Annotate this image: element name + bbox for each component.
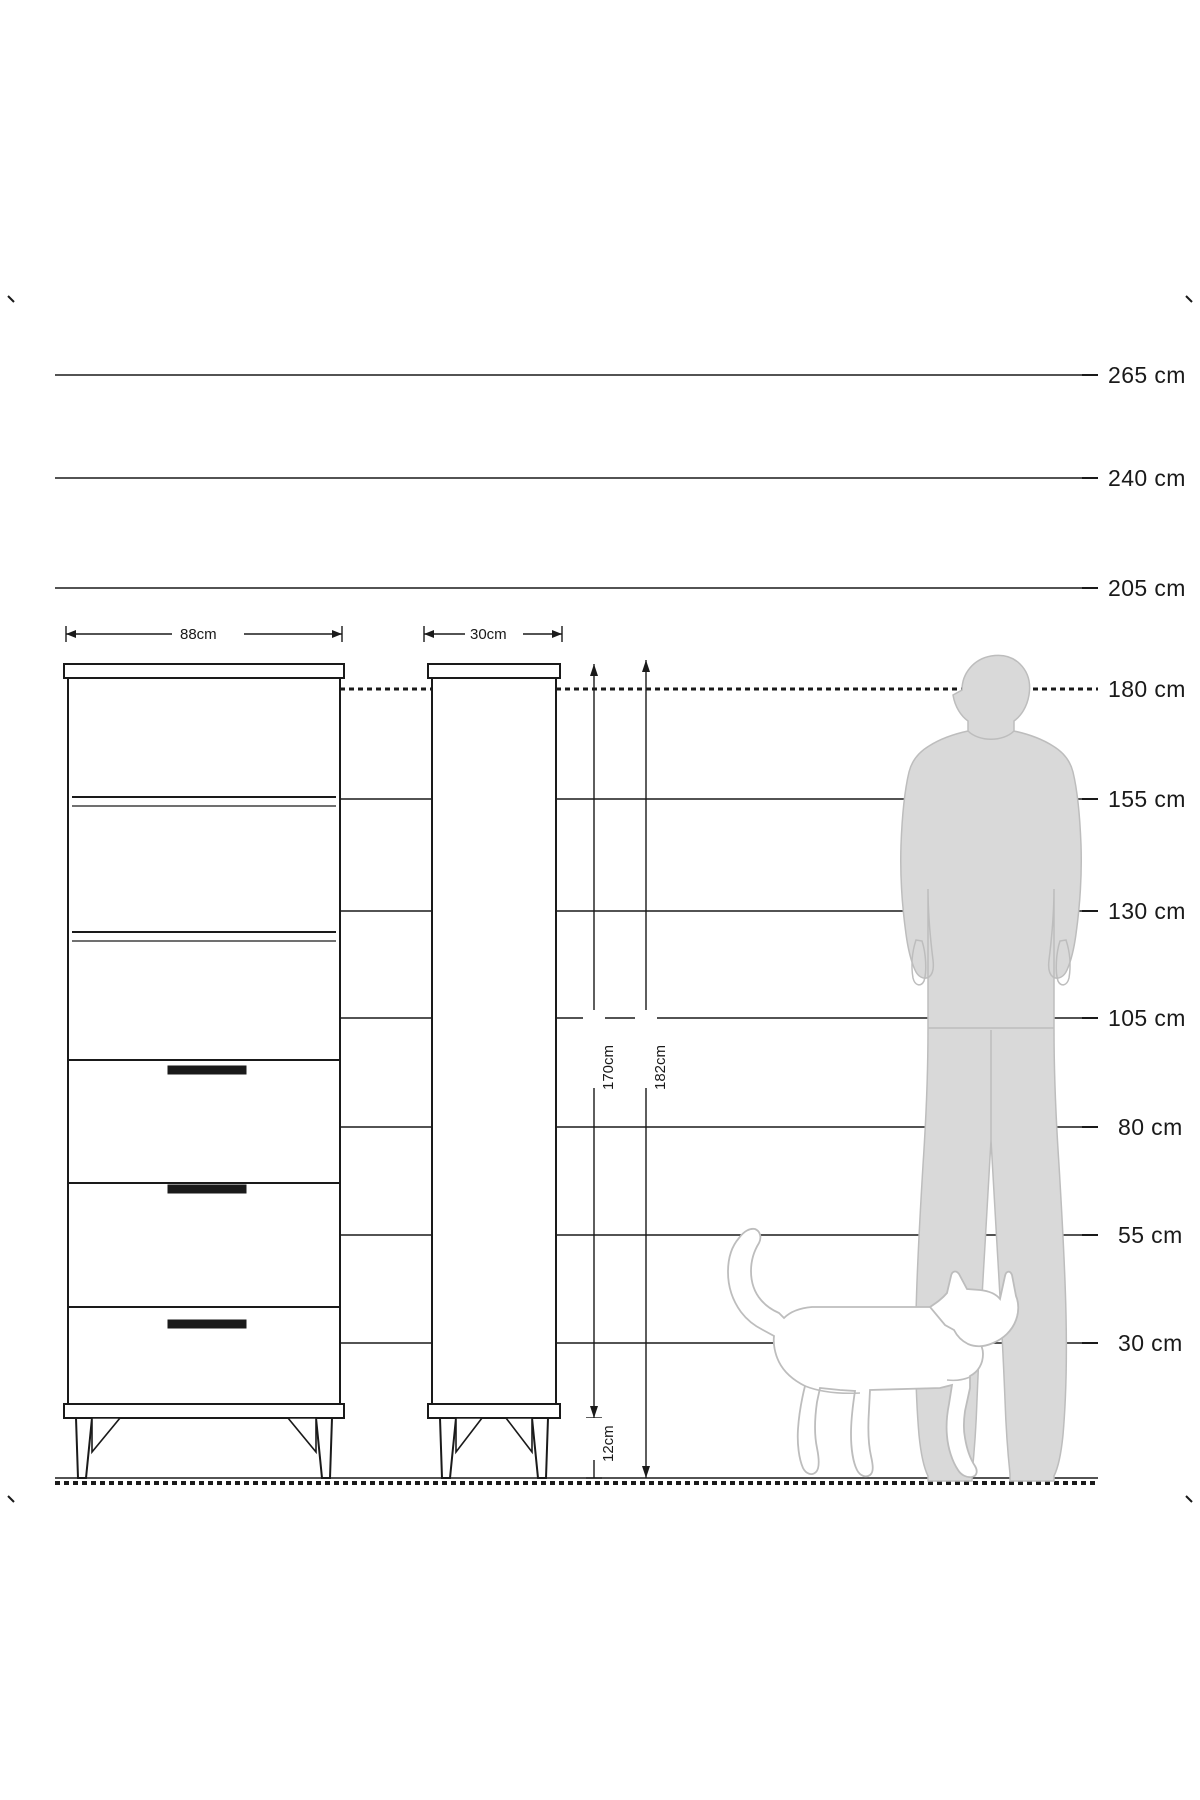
scale-label-240: 240 cm [1108, 465, 1186, 491]
height-label-182: 182cm [652, 1044, 669, 1090]
width-label-88: 88cm [180, 626, 217, 643]
width-label-30: 30cm [470, 626, 507, 643]
scale-label-30: 30 cm [1118, 1330, 1183, 1356]
scale-label-265: 265 cm [1108, 362, 1186, 388]
scale-label-130: 130 cm [1108, 898, 1186, 924]
scale-label-205: 205 cm [1108, 575, 1186, 601]
narrow-cabinet [428, 664, 560, 1478]
scale-label-55: 55 cm [1118, 1222, 1183, 1248]
scale-label-80: 80 cm [1118, 1114, 1183, 1140]
height-dimension-170 [583, 664, 605, 1418]
scale-label-105: 105 cm [1108, 1005, 1186, 1031]
wide-cabinet [64, 664, 344, 1478]
scale-label-155: 155 cm [1108, 786, 1186, 812]
scale-label-180: 180 cm [1108, 676, 1186, 702]
height-label-170: 170cm [600, 1044, 617, 1090]
height-label-12: 12cm [600, 1425, 617, 1462]
